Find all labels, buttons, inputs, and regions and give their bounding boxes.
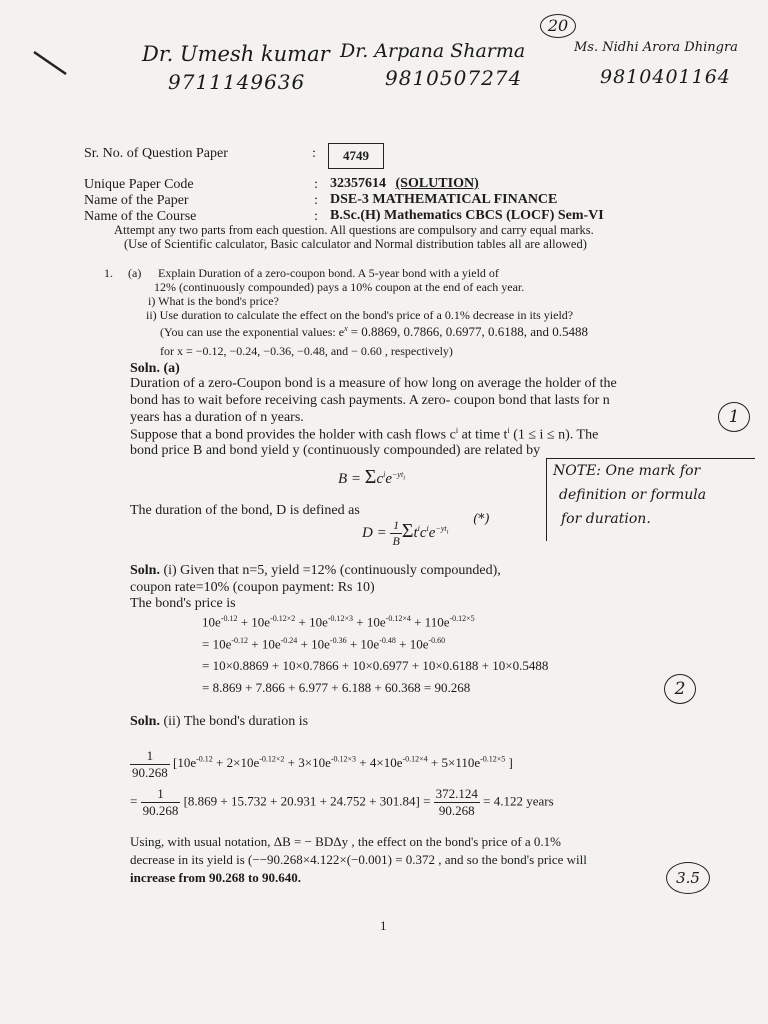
price-eq-3: = 10×0.8869 + 10×0.7866 + 10×0.6977 + 10×0.6188 + 10×0.5488 [202,658,549,673]
note-box [546,458,755,541]
examiner-name-3: Ms. Nidhi Arora Dhingra [574,40,738,55]
sr-no-box: 4749 [328,143,384,169]
solution-tag: (SOLUTION) [395,176,479,191]
question-line-5 [160,324,588,340]
star-mark: (*) [473,512,490,527]
exp-superscript: x [344,324,348,333]
instruction-line-2: (Use of Scientific calculator, Basic calculator and Normal distribution tables all are allowed) [124,237,587,251]
paper-code-colon: : [314,177,318,192]
time-text: at time t [461,427,508,443]
sr-colon: : [312,146,316,161]
examiner-phone-2: 9810507274 [385,66,523,90]
soln-a-para-2: bond has to wait before receiving cash payments. A zero- coupon bond that lasts for n [130,393,610,408]
question-line-4: ii) Use duration to calculate the effect on the bond's price of a 0.1% decrease in its yield? [146,308,574,322]
duration-eq-1 [130,748,513,781]
examiner-name-1: Dr. Umesh kumar [142,42,330,66]
note-line-1: NOTE: One mark for [553,463,701,479]
sub-i-1: i [455,426,459,435]
course-name-value: B.Sc.(H) Mathematics CBCS (LOCF) Sem-VI [330,208,604,223]
exp-values-list: = 0.8869, 0.7866, 0.6977, 0.6188, and 0.5488 [350,324,588,339]
question-number: 1. [104,266,113,280]
price-eq-1: $10e^{-0.12} + 10e^{-0.12\times 2} + 10e^{-0.12\times 3} + 10e^{-0.12\times 4} + 110e^{-0.12\times 5}$ [202,614,475,630]
sub-i-2: i [507,426,510,435]
paper-code-value [330,176,479,192]
duration-sum-1: [$10e^{-0.12} + 2\times 10e^{-0.12\times 2} + 3\times 10e^{-0.12\times 3} + 4\times 10e^{-0.12\times 4} + 5\times 110e^{-0.12\times 5}$ ] [173,755,513,771]
question-line-1: Explain Duration of a zero-coupon bond. A 5-year bond with a yield of [158,266,499,280]
soln-i-line-1 [130,563,501,579]
question-line-3: i) What is the bond's price? [148,294,279,308]
question-line-6: for x = −0.12, −0.24, −0.36, −0.48, and − 0.60 , respectively) [160,344,453,358]
pen-stroke-icon [30,48,70,78]
duration-frac-3: $\frac{372.124}{90.268}$ [435,786,478,818]
examiner-phone-1: 9711149636 [168,70,306,94]
course-name-colon: : [314,209,318,224]
mark-circle-1: 1 [718,402,750,432]
duration-frac-2: $\frac{1}{90.268}$ [142,786,179,818]
soln-a-heading: Soln. (a) [130,361,180,376]
soln-i-line-3: The bond's price is [130,596,236,611]
paper-name-value: DSE-3 MATHEMATICAL FINANCE [330,192,558,207]
bond-price-formula: $B = \Sigma c^ie^{-yt_i}$ [338,466,406,488]
mark-circle-3: 3.5 [666,862,710,894]
duration-frac-1: $\frac{1}{90.268}$ [132,748,168,780]
price-eq-2: = $10e^{-0.12} + 10e^{-0.24} + 10e^{-0.36} + 10e^{-0.48} + 10e^{-0.60}$ [202,636,446,652]
duration-def-text: The duration of the bond, D is defined as [130,503,360,518]
soln-i-heading: Soln. [130,563,160,578]
examiner-phone-3: 9810401164 [600,66,731,88]
page-count-circle: 20 [540,14,576,38]
examiner-name-2: Dr. Arpana Sharma [340,40,526,62]
soln-a-para-3: years has a duration of n years. [130,410,304,425]
paper-code-number: 32357614 [330,176,386,191]
soln-a-para-4 [130,426,598,444]
soln-a-para-5: bond price B and bond yield y (continuously compounded) are related by [130,443,541,458]
course-name-label: Name of the Course [84,209,197,224]
paper-name-colon: : [314,193,318,208]
mark-circle-2: 2 [664,674,696,704]
duration-formula: D = $\frac{1}{B}$ $\Sigma t^ic^ie^{-yt_i}$ [362,518,449,548]
question-line-2: 12% (continuously compounded) pays a 10% coupon at the end of each year. [154,280,525,294]
soln-ii-text: (ii) The bond's duration is [163,714,309,729]
duration-result: = 4.122 years [483,793,554,809]
soln-ii-heading: Soln. [130,714,160,729]
pen-stroke-mark [30,48,70,83]
soln-i-given: (i) Given that n=5, yield =12% (continuously compounded), [163,563,501,578]
effect-line-1: Using, with usual notation, ΔB = − BDΔy , the effect on the bond's price of a 0.1% [130,834,561,849]
duration-sum-2: [8.869 + 15.732 + 20.931 + 24.752 + 301.84] = [183,793,431,809]
price-eq-4: = 8.869 + 7.866 + 6.977 + 6.188 + 60.368 = 90.268 [202,680,471,695]
cashflow-text: Suppose that a bond provides the holder with cash flows c [130,427,456,443]
instruction-line-1: Attempt any two parts from each question. All questions are compulsory and carry equal marks. [114,223,594,237]
question-part: (a) [128,266,142,280]
paper-code-label: Unique Paper Code [84,177,194,192]
soln-a-para-1: Duration of a zero-Coupon bond is a measure of how long on average the holder of the [130,376,617,391]
note-line-3: for duration. [561,511,651,527]
effect-line-3: increase from 90.268 to 90.640. [130,870,302,885]
range-text: (1 ≤ i ≤ n). The [513,427,599,443]
sr-no-label: Sr. No. of Question Paper [84,146,228,161]
note-line-2: definition or formula [559,487,707,503]
soln-i-line-2: coupon rate=10% (coupon payment: Rs 10) [130,580,375,595]
effect-line-2: decrease in its yield is (−−90.268×4.122×(−0.001) = 0.372 , and so the bond's price will [130,852,587,867]
exp-values-prefix: (You can use the exponential values: e [160,325,345,339]
soln-ii-line [130,714,308,730]
paper-name-label: Name of the Paper [84,193,189,208]
duration-eq-2: = $\frac{1}{90.268}$ [8.869 + 15.732 + 20.931 + 24.752 + 301.84] = $\frac{372.124}{90.268}$ = 4.122 years [130,786,554,818]
page-number: 1 [380,918,387,933]
